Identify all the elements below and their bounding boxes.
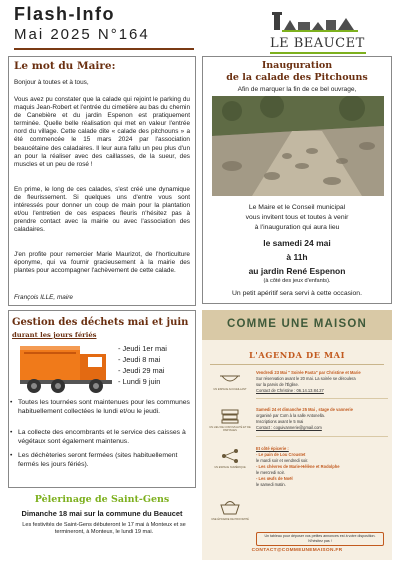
inauguration-line-2: vous invitent tous et toutes à venir [245, 214, 349, 221]
inauguration-time: à 11h [286, 252, 308, 262]
event-2-contact: Contact : coguivannerie@gmail.com [256, 425, 322, 430]
flyer-label-4: UNE ÉPICERIE DE PROXIMITÉ [211, 518, 249, 521]
flyer-label-3: UN ESPACE NUMÉRIQUE [214, 466, 246, 469]
holiday-date-2: - Jeudi 8 mai [118, 355, 161, 364]
inauguration-place: au jardin René Espenon [248, 266, 346, 276]
epicerie-heading: Et côté épicerie : [256, 446, 289, 451]
maire-paragraph-1: Vous avez pu constater que la calade qui rejoint le parking du maquis Jean-Robert et l'entrée du cimetière au bas du chemin de Canebière et du jardin Espenon est pratiquement terminée. Quelle belle réalisation qui met en valeur l'entrée nord du village. Cette calade dite « calade des pitchouns » a été commencée le 15 mars 2024 par l'association beaucétaine des caladaires. Il leur aura fallu un peu plus d'un an pour la réaliser avec des caillasses, de la sueur, des muscles et un peu de rosé ! [14, 96, 190, 168]
flyer-label-1: UN ESPACE ACCUEILLANT [213, 388, 247, 391]
inauguration-line-3: à l'inauguration qui aura lieu [254, 224, 340, 231]
comme-une-maison-flyer [202, 310, 392, 560]
epicerie-item-3: - Les œufs de Noël [256, 476, 293, 481]
flyer-rule [210, 364, 384, 365]
flyer-title: COMME UNE MAISON [227, 318, 367, 330]
inauguration-aperitif: Un petit apéritif sera servi à cette occasion. [232, 290, 362, 297]
maire-paragraph-3: J'en profite pour remercier Marie Maurizot, de l'horticulture éponyme, qui va fournir gracieusement à la mairie des plantes pour accompagner l'achèvement de cette calade. [14, 251, 190, 275]
books-icon [210, 408, 250, 424]
newsletter-issue: Mai 2025 N°164 [14, 26, 150, 43]
dechets-bullet-2: • La collecte des encombrants et le service des caisses à végétaux sont également maintenus. [18, 429, 192, 446]
epicerie-item-1-when: le mardi soir et vendredi soir. [256, 458, 309, 463]
inauguration-caption: Afin de marquer la fin de ce bel ouvrage, [237, 86, 357, 93]
event-1-line-3: sur la parvis de l'Église. [256, 382, 299, 387]
calade-photo [212, 96, 384, 196]
inauguration-subtitle: de la calade des Pitchouns [226, 72, 368, 83]
event-1-line-1: Vendredi 23 Mai " Soirée Pasta" par Christine et Marie [256, 370, 361, 375]
maire-paragraph-2: En prime, le long de ces calades, s'est créé une dynamique de fleurissement. Si quelques uns d'entre vous sont intéressés pour donner un coup de main pour la plantation et/ou l'entretien de ces espaces fleuris n'hésitez pas à prendre contact avec la mairie ou avec l'association des caladaires. [14, 186, 190, 234]
pasta-bowl-icon [210, 370, 250, 386]
flyer-contact-email[interactable]: CONTACT@COMMEUNEMAISON.FR [251, 548, 343, 553]
event-2-line-3: Inscriptions avant le 5 mai [256, 419, 304, 424]
event-1-line-2: Sur réservation avant le 20 mai. La soirée se déroulera [256, 376, 356, 381]
flyer-label-2: UN LIEU DE CONVIVIALITÉ ET DE PARTAGES [209, 426, 251, 432]
dechets-subtitle: durant les jours fériés [12, 331, 97, 339]
dechets-title: Gestion des déchets mai et juin [12, 317, 189, 328]
epicerie-item-3-when: le samedi matin. [256, 482, 286, 487]
holiday-date-4: - Lundi 9 juin [118, 377, 161, 386]
dechets-bullet-1: • Toutes les tournées sont maintenues pour les communes habituellement collectées le lundi et/ou le jeudi. [18, 399, 192, 416]
epicerie-item-1: - Le pain de Lou Croustet [256, 452, 306, 457]
logo-text: LE BEAUCET [270, 36, 365, 51]
village-silhouette-icon [262, 8, 372, 38]
epicerie-item-2: - Les chèvres de Marie-Hélène et Rodolphe [256, 464, 340, 469]
maire-signature: François ILLE, maire [14, 294, 73, 301]
shopping-basket-icon [210, 498, 250, 516]
pelerinage-subtitle: Dimanche 18 mai sur la commune du Beaucet [21, 509, 183, 518]
maire-title: Le mot du Maire: [14, 60, 116, 72]
pelerinage-text: Les festivités de Saint-Gens débuteront le 17 mai à Monteux et se termineront, à Monteux, le lundi 19 mai. [22, 522, 186, 536]
share-icon [210, 448, 250, 464]
inauguration-line-1: Le Maire et le Conseil municipal [248, 204, 346, 211]
holiday-date-3: - Jeudi 29 mai [118, 366, 165, 375]
pelerinage-title: Pèlerinage de Saint-Gens [34, 494, 170, 505]
maire-greeting: Bonjour à toutes et à tous, [14, 79, 89, 86]
newsletter-title: Flash-Info [14, 4, 115, 24]
event-2-line-1: Samedi 24 et dimanche 25 Mai , stage de vannerie [256, 407, 353, 412]
event-2-line-2: organisé par Coïn à la salle Antonella. [256, 413, 325, 418]
garbage-truck-icon [18, 340, 116, 396]
flyer-separator [256, 398, 388, 399]
epicerie-item-2-when: le mercredi soir. [256, 470, 285, 475]
inauguration-date: le samedi 24 mai [263, 238, 331, 248]
inauguration-place-detail: (à côté des jeux d'enfants). [263, 278, 331, 284]
holiday-date-1: - Jeudi 1er mai [118, 344, 167, 353]
logo-underline [270, 52, 366, 54]
event-1-contact: Contact de Christine : 06.14.13.84.27 [256, 388, 324, 393]
inauguration-title: Inauguration [261, 60, 333, 71]
flyer-agenda-title: L'AGENDA DE MAI [248, 350, 346, 360]
annonces-text: Un tableau pour déposer vos petites annonces est à votre disposition. N'hésitez pas ! [264, 534, 376, 543]
flyer-separator [256, 436, 388, 437]
dechets-bullet-3: • Les déchèteries seront fermées (sites habituellement fermés les jours fériés). [18, 452, 192, 469]
header-rule [14, 48, 194, 50]
village-logo [262, 8, 372, 54]
